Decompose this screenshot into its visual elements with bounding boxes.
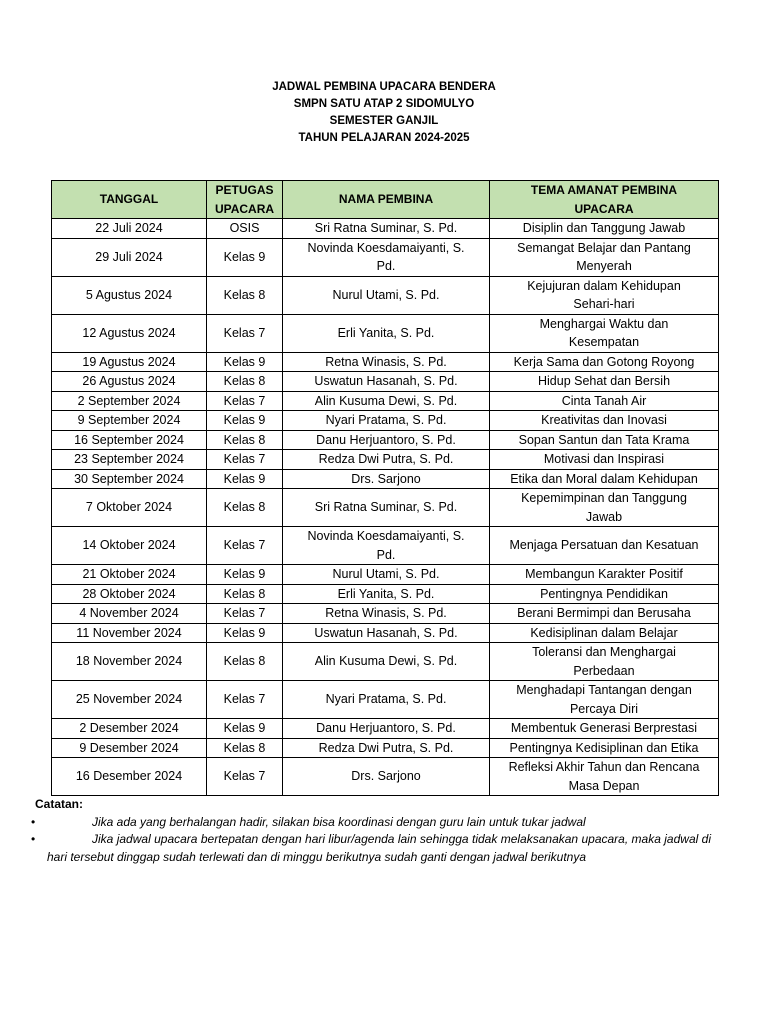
schedule-body: [52, 219, 719, 796]
cell-tanggal: [52, 604, 207, 624]
cell-petugas: [207, 219, 283, 239]
cell-tanggal: [52, 758, 207, 796]
table-row: [52, 411, 719, 431]
cell-tema-text: Percaya Diri: [569, 701, 639, 716]
cell-tema: [490, 411, 719, 431]
cell-tema-text: Menghargai Waktu dan: [539, 316, 669, 331]
cell-petugas: [207, 314, 283, 352]
cell-petugas: [207, 681, 283, 719]
cell-tema-text: Motivasi dan Inspirasi: [543, 452, 665, 466]
cell-nama: [283, 527, 490, 565]
cell-tema-text: Sehari-hari: [573, 297, 635, 311]
cell-tanggal-text: 16 Desember 2024: [75, 769, 183, 784]
cell-tema-text: Berani Bermimpi dan Berusaha: [517, 606, 691, 620]
cell-tema-text: Sopan Santun dan Tata Krama: [518, 432, 690, 447]
cell-tanggal: [52, 469, 207, 489]
table-row: [52, 352, 719, 372]
cell-petugas-text: Kelas 8: [223, 432, 266, 447]
table-row: [52, 565, 719, 585]
cell-tema-text: Refleksi Akhir Tahun dan Rencana: [508, 760, 700, 774]
cell-nama-text: Danu Herjuantoro, S. Pd.: [316, 432, 456, 447]
title-line-2: SMPN SATU ATAP 2 SIDOMULYO: [293, 98, 475, 110]
cell-nama: [283, 738, 490, 758]
cell-petugas-text: OSIS: [229, 221, 260, 235]
title-line-3: SEMESTER GANJIL: [329, 115, 439, 127]
cell-tanggal-text: 14 Oktober 2024: [82, 538, 176, 553]
table-row: [52, 584, 719, 604]
bullet-icon: •: [31, 832, 36, 846]
cell-tema: [490, 391, 719, 411]
cell-nama: [283, 411, 490, 431]
cell-tema-text: Pentingnya Pendidikan: [540, 586, 668, 601]
table-row: [52, 276, 719, 314]
cell-tanggal: [52, 584, 207, 604]
cell-petugas-text: Kelas 8: [223, 287, 266, 302]
cell-nama-text: Pd.: [376, 547, 396, 562]
table-row: [52, 450, 719, 470]
title-line-4: TAHUN PELAJARAN 2024-2025: [298, 132, 470, 144]
cell-tanggal: [52, 450, 207, 470]
cell-petugas: [207, 238, 283, 276]
cell-tanggal-text: 2 Desember 2024: [79, 721, 179, 735]
cell-petugas: [207, 430, 283, 450]
cell-tanggal-text: 22 Juli 2024: [95, 221, 163, 235]
cell-nama-text: Sri Ratna Suminar, S. Pd.: [314, 221, 458, 235]
cell-tema: [490, 604, 719, 624]
cell-tanggal-text: 19 Agustus 2024: [82, 354, 176, 369]
cell-petugas-text: Kelas 8: [223, 586, 266, 601]
cell-nama-text: Drs. Sarjono: [351, 769, 421, 784]
cell-nama-text: Drs. Sarjono: [351, 471, 421, 486]
cell-petugas-text: Kelas 7: [223, 606, 266, 620]
cell-tema-text: Perbedaan: [573, 663, 635, 678]
cell-tanggal-text: 9 Desember 2024: [79, 740, 179, 755]
notes-section: [31, 796, 711, 866]
cell-petugas-text: Kelas 9: [223, 354, 266, 369]
cell-tanggal: [52, 238, 207, 276]
cell-nama-text: Danu Herjuantoro, S. Pd.: [316, 721, 456, 735]
cell-nama: [283, 314, 490, 352]
cell-tanggal-text: 4 November 2024: [79, 606, 179, 620]
cell-tema: [490, 565, 719, 585]
cell-tanggal-text: 9 September 2024: [77, 413, 181, 427]
cell-petugas: [207, 489, 283, 527]
cell-nama: [283, 584, 490, 604]
cell-petugas: [207, 411, 283, 431]
table-row: [52, 391, 719, 411]
bullet-icon: •: [31, 814, 36, 829]
cell-petugas-text: Kelas 8: [223, 374, 266, 388]
cell-tema-text: Menyerah: [576, 259, 632, 273]
cell-petugas: [207, 643, 283, 681]
cell-petugas: [207, 527, 283, 565]
table-row: [52, 469, 719, 489]
cell-tema: [490, 489, 719, 527]
cell-petugas-text: Kelas 7: [223, 452, 266, 466]
table-row: [52, 623, 719, 643]
cell-nama: [283, 450, 490, 470]
cell-tanggal: [52, 411, 207, 431]
header-tema-line1: TEMA AMANAT PEMBINA: [530, 183, 678, 197]
cell-petugas: [207, 758, 283, 796]
cell-tema-text: Kejujuran dalam Kehidupan: [527, 278, 681, 293]
cell-tanggal-text: 12 Agustus 2024: [82, 325, 176, 340]
cell-tema-text: Etika dan Moral dalam Kehidupan: [510, 471, 698, 486]
cell-tema: [490, 758, 719, 796]
cell-tema-text: Toleransi dan Menghargai: [532, 645, 676, 659]
cell-nama-text: Novinda Koesdamaiyanti, S.: [307, 529, 465, 543]
cell-nama: [283, 623, 490, 643]
cell-nama: [283, 219, 490, 239]
table-row: [52, 643, 719, 681]
note-item-1: [31, 814, 711, 832]
cell-tanggal: [52, 276, 207, 314]
cell-tema: [490, 372, 719, 392]
cell-nama: [283, 469, 490, 489]
cell-nama-text: Novinda Koesdamaiyanti, S.: [307, 240, 465, 255]
cell-tanggal: [52, 314, 207, 352]
cell-petugas-text: Kelas 9: [223, 413, 266, 427]
notes-title: Catatan:: [35, 797, 84, 811]
cell-nama-text: Nyari Pratama, S. Pd.: [325, 413, 447, 427]
cell-nama: [283, 758, 490, 796]
cell-petugas-text: Kelas 9: [223, 249, 266, 264]
cell-nama: [283, 489, 490, 527]
cell-nama-text: Sri Ratna Suminar, S. Pd.: [314, 500, 458, 515]
cell-nama-text: Nurul Utami, S. Pd.: [332, 287, 440, 302]
cell-tema: [490, 643, 719, 681]
cell-nama: [283, 681, 490, 719]
cell-nama: [283, 352, 490, 372]
cell-petugas-text: Kelas 8: [223, 500, 266, 515]
table-row: [52, 604, 719, 624]
table-row: [52, 738, 719, 758]
header-petugas-line2: UPACARA: [214, 201, 275, 216]
cell-nama-text: Nurul Utami, S. Pd.: [332, 567, 440, 581]
cell-petugas-text: Kelas 7: [223, 692, 266, 707]
cell-nama-text: Erli Yanita, S. Pd.: [337, 325, 435, 340]
cell-tema: [490, 238, 719, 276]
cell-tema: [490, 584, 719, 604]
header-petugas-line1: PETUGAS: [215, 183, 274, 197]
cell-petugas: [207, 352, 283, 372]
header-tema-line2: UPACARA: [574, 201, 634, 216]
cell-tanggal-text: 21 Oktober 2024: [82, 567, 176, 581]
table-row: [52, 527, 719, 565]
cell-petugas: [207, 738, 283, 758]
cell-tema-text: Kepemimpinan dan Tanggung: [521, 491, 687, 505]
cell-petugas-text: Kelas 8: [223, 740, 266, 755]
cell-tema-text: Membangun Karakter Positif: [525, 567, 683, 581]
cell-tema: [490, 219, 719, 239]
table-row: [52, 219, 719, 239]
cell-tanggal: [52, 430, 207, 450]
cell-nama-text: Alin Kusuma Dewi, S. Pd.: [314, 654, 458, 669]
cell-tanggal-text: 25 November 2024: [75, 692, 183, 707]
table-row: [52, 489, 719, 527]
cell-tema: [490, 430, 719, 450]
cell-petugas-text: Kelas 7: [223, 538, 266, 553]
cell-tema: [490, 623, 719, 643]
cell-nama: [283, 719, 490, 739]
cell-petugas-text: Kelas 7: [223, 393, 266, 408]
cell-tanggal-text: 29 Juli 2024: [95, 249, 163, 264]
cell-nama: [283, 565, 490, 585]
cell-nama-text: Redza Dwi Putra, S. Pd.: [318, 452, 454, 466]
table-row: [52, 238, 719, 276]
cell-petugas-text: Kelas 7: [223, 769, 266, 784]
cell-nama: [283, 372, 490, 392]
cell-tanggal-text: 7 Oktober 2024: [85, 500, 173, 515]
cell-tema-text: Disiplin dan Tanggung Jawab: [522, 221, 686, 235]
cell-tanggal: [52, 219, 207, 239]
note-text-1: Jika ada yang berhalangan hadir, silakan bisa koordinasi dengan guru lain untuk tukar jadwal: [92, 814, 586, 829]
cell-tanggal: [52, 489, 207, 527]
cell-nama-text: Uswatun Hasanah, S. Pd.: [314, 374, 458, 388]
cell-petugas: [207, 719, 283, 739]
table-header-row: [52, 181, 719, 219]
cell-tanggal-text: 30 September 2024: [74, 471, 184, 486]
cell-nama-text: Retna Winasis, S. Pd.: [325, 606, 447, 620]
cell-petugas-text: Kelas 8: [223, 654, 266, 669]
cell-petugas-text: Kelas 9: [223, 721, 266, 735]
cell-tanggal-text: 18 November 2024: [75, 654, 183, 669]
cell-tema: [490, 469, 719, 489]
cell-tema-text: Kesempatan: [568, 335, 640, 349]
cell-tema-text: Menjaga Persatuan dan Kesatuan: [509, 538, 699, 553]
cell-nama-text: Erli Yanita, S. Pd.: [337, 586, 435, 601]
cell-tema: [490, 276, 719, 314]
cell-tema-text: Menghadapi Tantangan dengan: [516, 683, 692, 697]
cell-tanggal: [52, 565, 207, 585]
cell-nama-text: Redza Dwi Putra, S. Pd.: [318, 740, 454, 755]
document-title: [0, 79, 768, 147]
cell-tanggal-text: 23 September 2024: [74, 452, 184, 466]
cell-tema-text: Hidup Sehat dan Bersih: [537, 374, 671, 388]
header-petugas: [207, 181, 283, 219]
cell-petugas: [207, 276, 283, 314]
cell-nama-text: Retna Winasis, S. Pd.: [325, 354, 447, 369]
note-text-2: Jika jadwal upacara bertepatan dengan hari libur/agenda lain sehingga tidak melaksanakan upacara, maka jadwal di hari tersebut dinggap sudah terlewati dan di minggu berikutnya sudah ganti dengan jadwal berikutnya: [47, 832, 711, 864]
schedule-table: [51, 180, 719, 796]
cell-tema: [490, 352, 719, 372]
cell-tema-text: Kerja Sama dan Gotong Royong: [513, 354, 695, 369]
cell-tema: [490, 314, 719, 352]
cell-petugas: [207, 604, 283, 624]
cell-tanggal: [52, 372, 207, 392]
cell-tema: [490, 450, 719, 470]
cell-nama-text: Pd.: [376, 259, 396, 273]
cell-tanggal: [52, 623, 207, 643]
cell-nama-text: Uswatun Hasanah, S. Pd.: [314, 625, 458, 640]
cell-tema: [490, 738, 719, 758]
cell-tanggal: [52, 719, 207, 739]
table-row: [52, 758, 719, 796]
cell-tanggal-text: 11 November 2024: [76, 625, 182, 640]
note-item-2: [31, 831, 711, 866]
cell-tanggal-text: 2 September 2024: [77, 393, 181, 408]
header-nama: NAMA PEMBINA: [283, 181, 490, 219]
cell-tanggal: [52, 527, 207, 565]
cell-nama-text: Nyari Pratama, S. Pd.: [325, 692, 447, 707]
cell-petugas: [207, 623, 283, 643]
cell-petugas: [207, 391, 283, 411]
cell-tanggal: [52, 643, 207, 681]
cell-nama: [283, 238, 490, 276]
cell-tema-text: Masa Depan: [568, 778, 640, 793]
cell-tanggal-text: 28 Oktober 2024: [82, 586, 176, 601]
cell-tanggal: [52, 738, 207, 758]
cell-tanggal-text: 26 Agustus 2024: [82, 374, 176, 388]
cell-tema-text: Cinta Tanah Air: [561, 393, 647, 408]
cell-tema: [490, 719, 719, 739]
table-row: [52, 719, 719, 739]
table-row: [52, 372, 719, 392]
cell-tema-text: Kreativitas dan Inovasi: [541, 413, 667, 427]
cell-tema-text: Semangat Belajar dan Pantang: [517, 240, 691, 255]
cell-petugas-text: Kelas 9: [223, 625, 266, 640]
cell-tanggal: [52, 681, 207, 719]
cell-nama: [283, 391, 490, 411]
table-row: [52, 681, 719, 719]
cell-petugas-text: Kelas 9: [223, 567, 266, 581]
table-row: [52, 430, 719, 450]
cell-tema: [490, 681, 719, 719]
cell-tema-text: Membentuk Generasi Berprestasi: [510, 721, 698, 735]
header-tema: [490, 181, 719, 219]
cell-tema-text: Jawab: [585, 509, 623, 524]
cell-tema-text: Pentingnya Kedisiplinan dan Etika: [509, 740, 699, 755]
cell-nama: [283, 604, 490, 624]
cell-nama-text: Alin Kusuma Dewi, S. Pd.: [314, 393, 458, 408]
cell-tema: [490, 527, 719, 565]
cell-petugas-text: Kelas 9: [223, 471, 266, 486]
cell-nama: [283, 643, 490, 681]
cell-nama: [283, 430, 490, 450]
cell-tanggal: [52, 352, 207, 372]
title-line-1: JADWAL PEMBINA UPACARA BENDERA: [272, 81, 496, 93]
cell-tanggal: [52, 391, 207, 411]
cell-nama: [283, 276, 490, 314]
cell-petugas: [207, 584, 283, 604]
cell-tanggal-text: 5 Agustus 2024: [85, 287, 173, 302]
cell-tanggal-text: 16 September 2024: [74, 432, 184, 447]
cell-petugas-text: Kelas 7: [223, 325, 266, 340]
cell-petugas: [207, 372, 283, 392]
table-row: [52, 314, 719, 352]
cell-petugas: [207, 469, 283, 489]
header-tanggal: TANGGAL: [52, 181, 207, 219]
cell-petugas: [207, 565, 283, 585]
cell-tema-text: Kedisiplinan dalam Belajar: [530, 625, 678, 640]
cell-petugas: [207, 450, 283, 470]
